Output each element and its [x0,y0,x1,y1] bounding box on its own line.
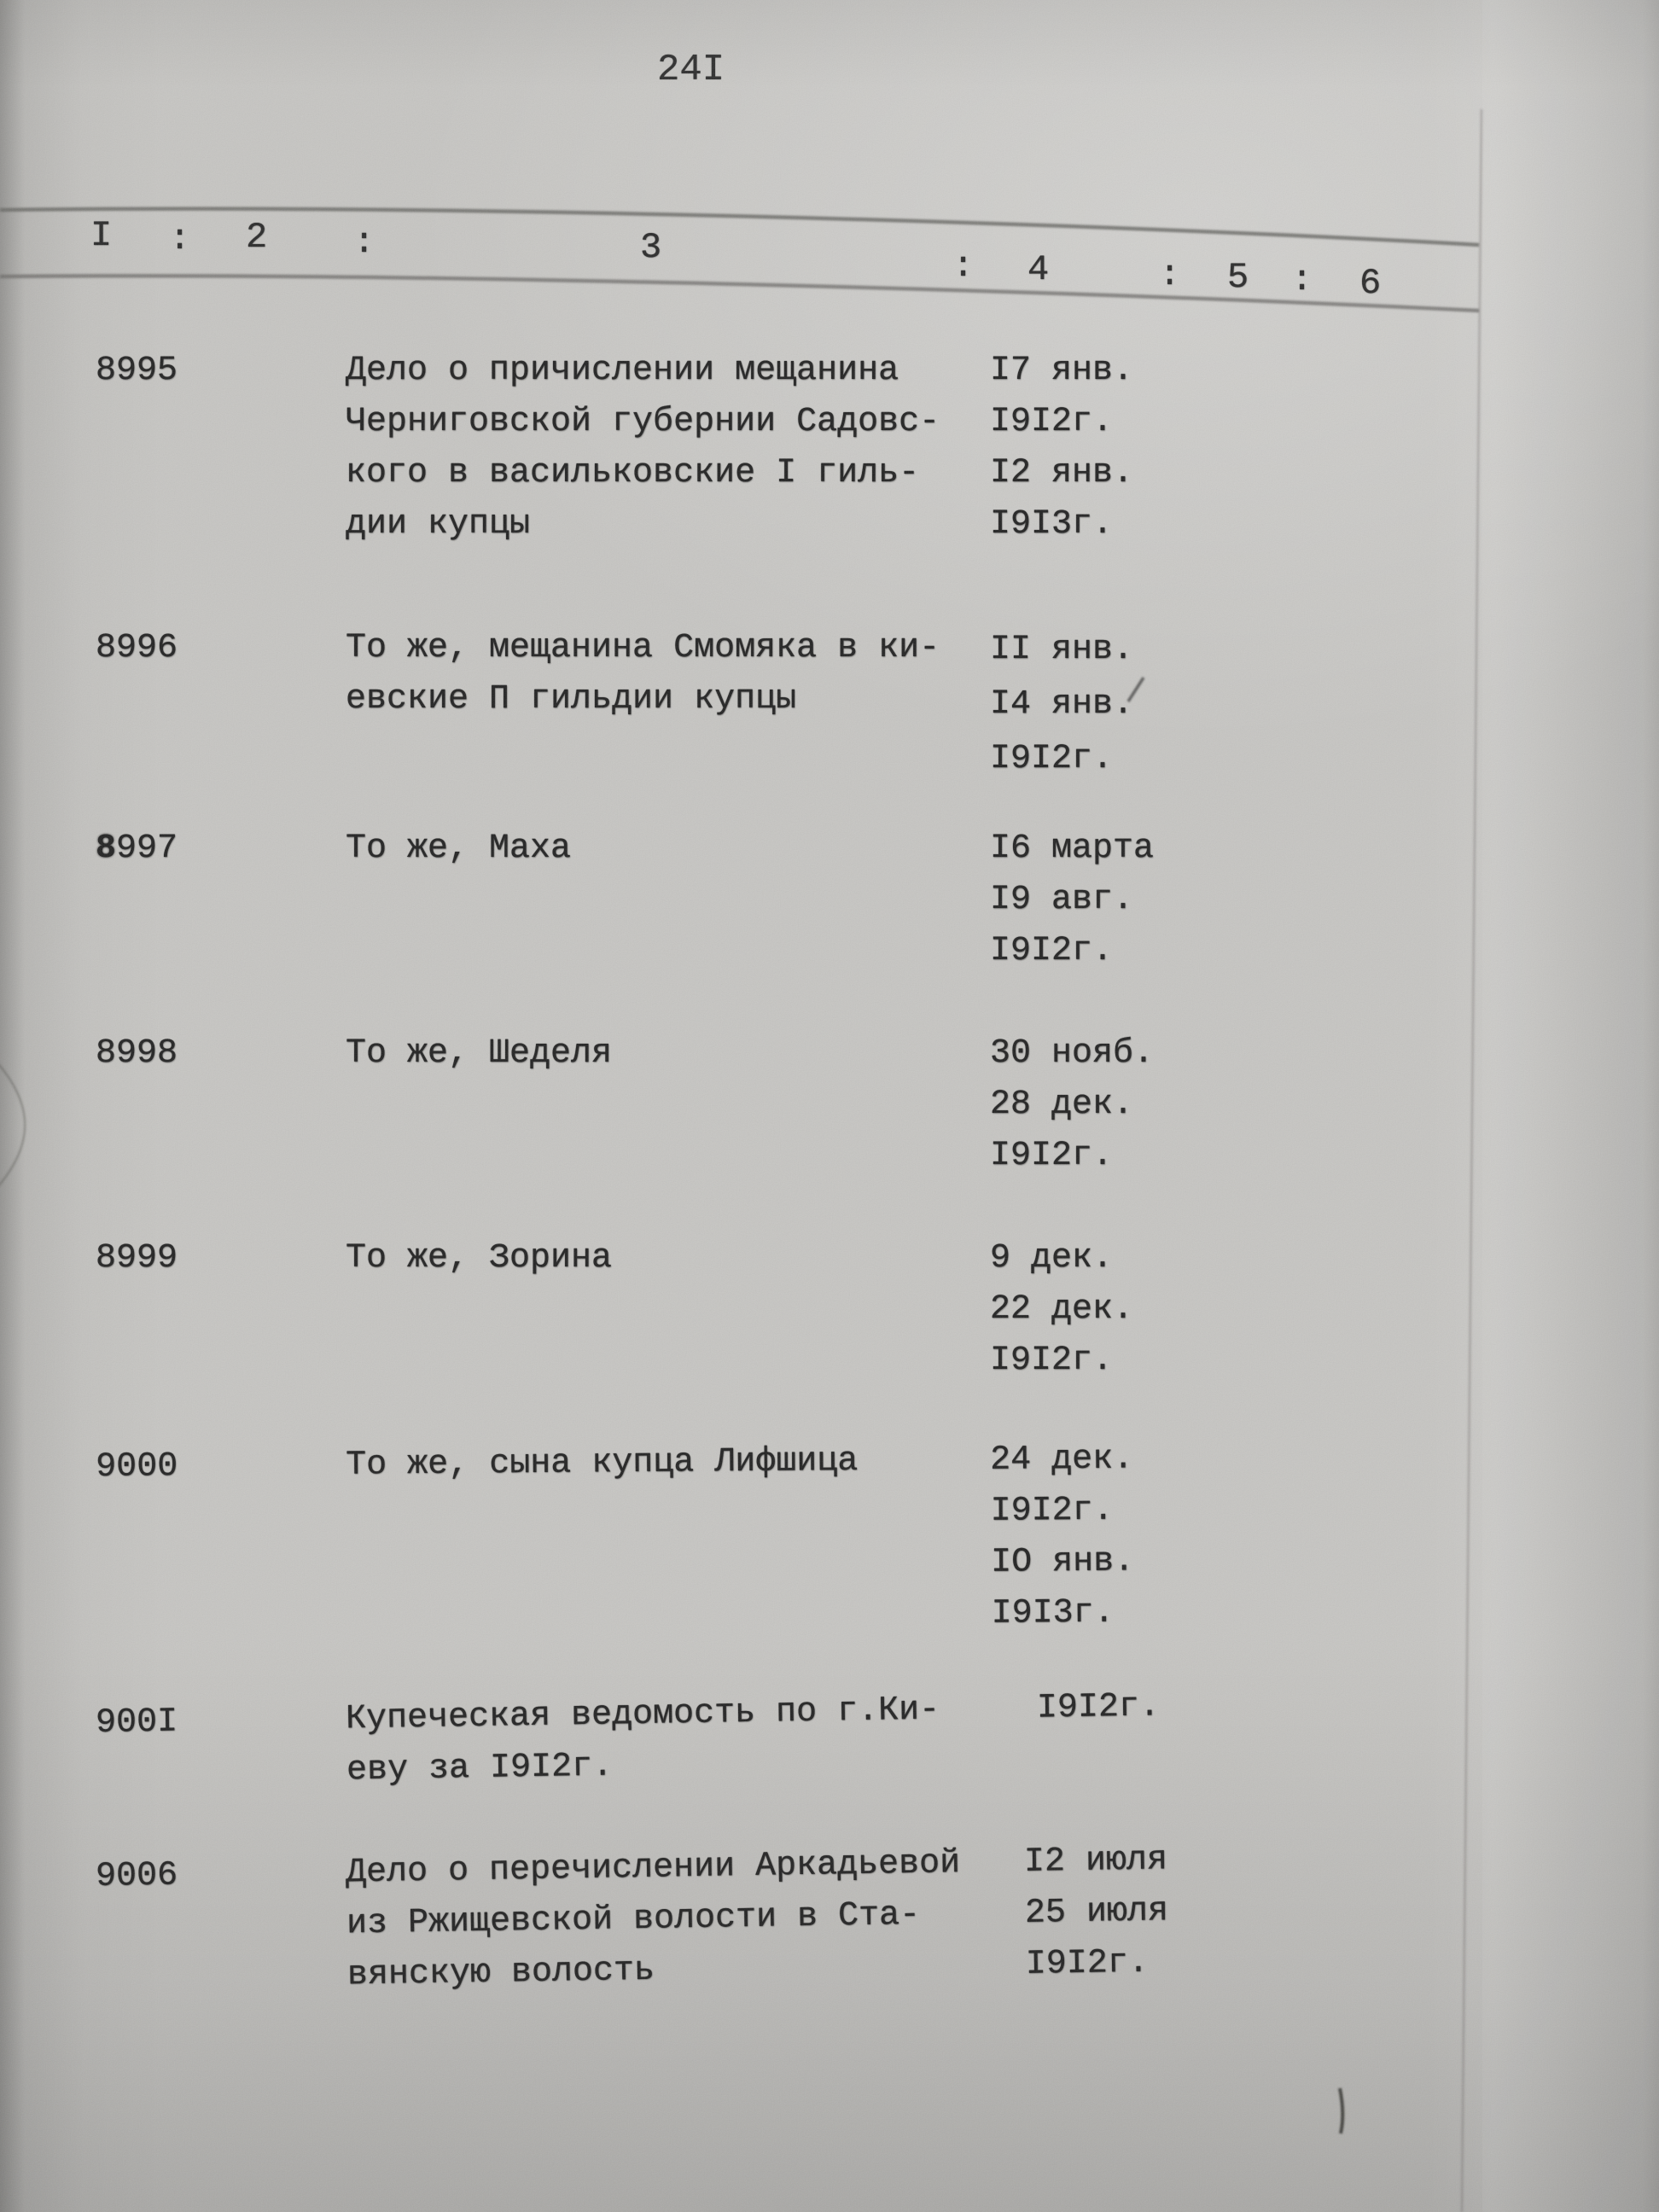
record-dates [990,623,1133,787]
record-dates [1024,1835,1170,1991]
record-date-line: I9I2г. [1036,1687,1161,1728]
record-title-line: евские П гильдии купцы [346,680,797,719]
record-title [346,1436,859,1492]
record-row [0,824,1479,977]
record-date-line: I4 янв. [990,685,1134,724]
record-date-line: I9I2г. [990,1342,1114,1380]
record-date-line: I9 авг. [990,881,1134,919]
record-date-line: 9 дек. [990,1239,1114,1278]
record-number: 8998 [96,1034,178,1073]
record-date-line: I9I3г. [990,505,1114,544]
record-dates [990,824,1154,977]
record-row [0,346,1479,550]
column-header-2: 2 [246,217,268,258]
record-title-line: из Ржищевской волости в Ста- [346,1895,921,1944]
header-separator: : [169,218,191,259]
record-date-line: I7 янв. [990,352,1134,390]
record-title-line: вянскую волость [346,1951,655,1995]
record-title-line: То же, Маха [346,830,572,868]
record-dates [990,1028,1154,1182]
pen-mark [1340,2088,1342,2133]
column-header-5: 5 [1227,257,1249,298]
record-title-line: То же, сына купца Лифшица [346,1441,859,1485]
record-date-line: I2 июля [1023,1841,1168,1882]
record-date-line: I9I2г. [990,932,1114,970]
column-header-4: 4 [1027,249,1050,290]
record-number: 8999 [96,1239,178,1278]
record-date-line: 28 дек. [990,1086,1134,1124]
records [0,346,1479,2057]
record-title [346,1028,612,1080]
page-margin-shading [1482,0,1659,2212]
record-title-line: То же, Шеделя [346,1034,613,1073]
record-number: 8995 [96,352,178,390]
header-separator: : [1159,254,1181,295]
record-title-line: Черниговской губернии Садовс- [346,403,940,441]
record-number: 8997 [96,830,178,868]
header-separator: : [952,246,975,287]
record-dates [990,1233,1133,1387]
record-date-line: 22 дек. [990,1290,1134,1329]
page-number: 24I [657,49,725,91]
record-dates [1037,1681,1161,1734]
record-title [346,1233,612,1284]
record-title-line: дии купцы [346,505,531,544]
record-date-line: I9I2г. [990,740,1114,778]
record-date-line: I9I2г. [990,1137,1114,1175]
record-date-line: I9I3г. [991,1593,1115,1633]
record-title [346,824,571,875]
record-date-line: I2 янв. [990,454,1134,492]
column-header-3: 3 [640,227,662,268]
record-date-line: IО янв. [990,1542,1135,1582]
record-row [0,623,1479,777]
record-title [346,623,940,725]
record-title-line: кого в васильковские I гиль- [346,454,920,492]
record-date-line: II янв. [990,631,1134,669]
record-date-line: 30 нояб. [990,1034,1155,1073]
record-title-line: Дело о причислении мещанина [346,352,899,390]
record-title-line: Купеческая ведомость по г.Ки- [345,1691,940,1739]
column-header-6: 6 [1359,263,1382,304]
record-date-line: 24 дек. [990,1440,1134,1480]
record-number: 9006 [95,1856,178,1896]
record-title-line: еву за I9I2г. [346,1747,614,1790]
record-date-line: I9I2г. [990,403,1114,441]
header-rule-top [0,209,1479,245]
header-separator: : [1291,259,1313,300]
record-date-line: I6 марта [990,830,1155,868]
record-title-line: То же, Зорина [346,1239,613,1278]
record-date-line: I9I2г. [1025,1943,1150,1984]
record-row [0,1831,1481,2007]
record-date-line: I9I2г. [990,1491,1114,1531]
record-row [0,1233,1479,1387]
record-dates [990,346,1133,550]
record-date-line: 25 июля [1024,1892,1169,1933]
record-row [0,1028,1479,1182]
record-title-line: Дело о перечислении Аркадьевой [345,1844,961,1893]
record-title [346,1838,963,2001]
record-title [346,1685,941,1796]
record-row [0,1431,1481,1648]
record-number: 9000 [96,1447,178,1487]
record-title-line: То же, мещанина Смомяка в ки- [346,629,940,667]
record-dates [990,1434,1135,1639]
header-rule-bottom [0,276,1479,311]
header-separator: : [353,222,375,263]
column-header-1: I [90,215,113,256]
record-number: 900I [95,1703,178,1743]
record-title [346,346,940,550]
record-number: 8996 [96,629,178,667]
record-row [0,1677,1480,1802]
